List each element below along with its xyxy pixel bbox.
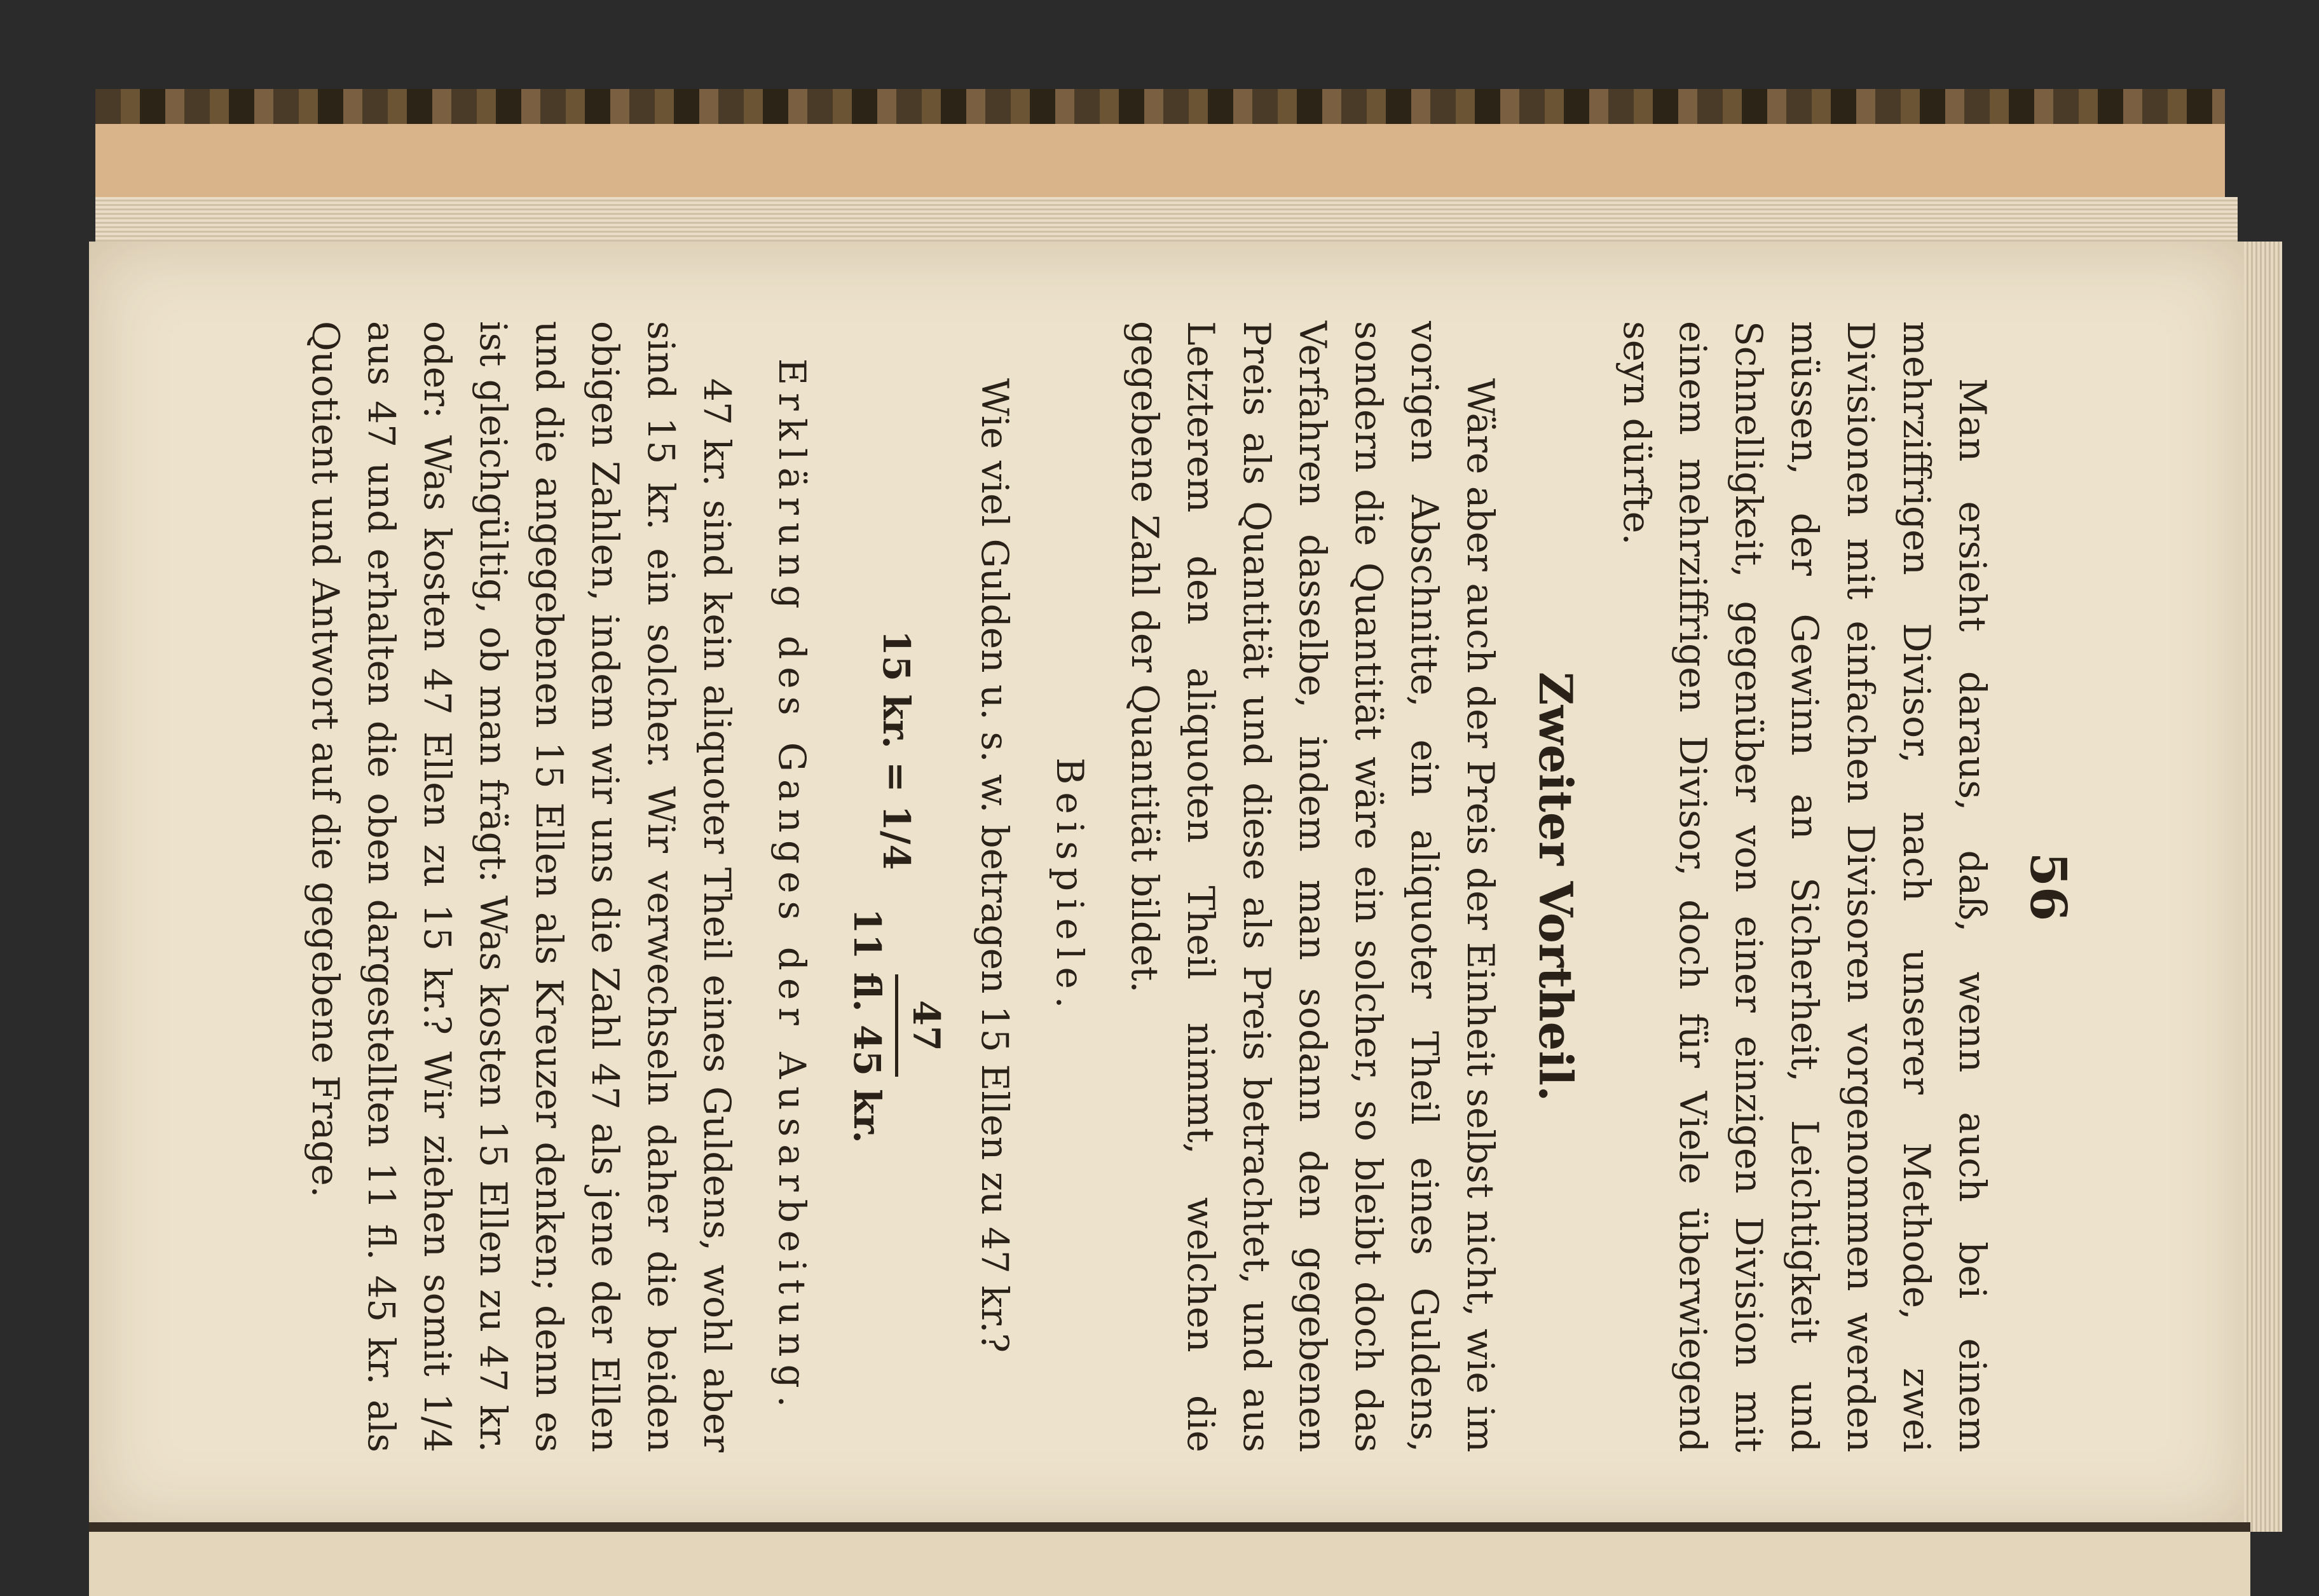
- paragraph-3: 47 kr. sind kein aliquoter Theil eines Guldens, wohl aber sind 15 kr. ein solcher. Wir verwechseln daher die beiden obigen Zahlen, indem wir uns die Zahl 47 als jene der Ellen und die angegebenen 15 Ellen als Kreuzer denken; denn es ist gleichgültig, ob man frägt: Was kosten 15 Ellen zu 47 kr. oder: Was kosten 47 Ellen zu 15 kr.? Wir ziehen somit 1/4 aus 47 und erhalten die oben dargestellten 11 fl. 45 kr. als Quotient und Antwort auf die gegebene Frage.: [304, 321, 739, 1452]
- section-heading: Zweiter Vortheil.: [1529, 671, 1583, 1102]
- equation-left: 15 kr. = 1/4: [875, 630, 919, 870]
- explanation-heading: Erklärung des Ganges der Ausarbeitung.: [770, 358, 814, 1415]
- equation: [839, 321, 954, 1452]
- book-cover-strip: [95, 124, 2225, 200]
- examples-heading: Beispiele.: [1048, 757, 1091, 1016]
- page-text: [264, 321, 2076, 1452]
- paragraph-1: Man ersieht daraus, daß, wenn auch bei einem mehrziffrigen Divisor, nach unserer Methode, zwei Divisionen mit einfachen Divisoren vorgenommen werden müssen, der Gewinn an Sicherheit, Leichtigkeit und Schnelligkeit, gegenüber von einer einzigen Division mit einem mehrziffrigen Divisor, doch für Viele überwiegend seyn dürfte.: [1615, 321, 1994, 1452]
- facing-page: [89, 1532, 2250, 1596]
- equation-numerator: 47: [895, 974, 954, 1077]
- example-question: Wie viel Gulden u. s. w. betragen 15 Ellen zu 47 kr.?: [973, 378, 1016, 1353]
- paragraph-2: Wäre aber auch der Preis der Einheit selbst nicht, wie im vorigen Abschnitte, ein aliquoter Theil eines Guldens, sondern die Quantität wäre ein solcher, so bleibt doch das Verfahren dasselbe, indem man sodann den gegebenen Preis als Quantität und diese als Preis betrachtet, und aus Letzterem den aliquoten Theil nimmt, welchen die gegebene Zahl der Quantität bildet.: [1123, 321, 1502, 1452]
- book-edge-marbled: [95, 89, 2225, 127]
- page-number: 56: [2019, 852, 2077, 922]
- page-block-side: [2244, 242, 2282, 1532]
- equation-denominator: 11 fl. 45 kr.: [845, 908, 889, 1143]
- page-block-edge: [95, 197, 2238, 248]
- equation-fraction: [839, 908, 954, 1143]
